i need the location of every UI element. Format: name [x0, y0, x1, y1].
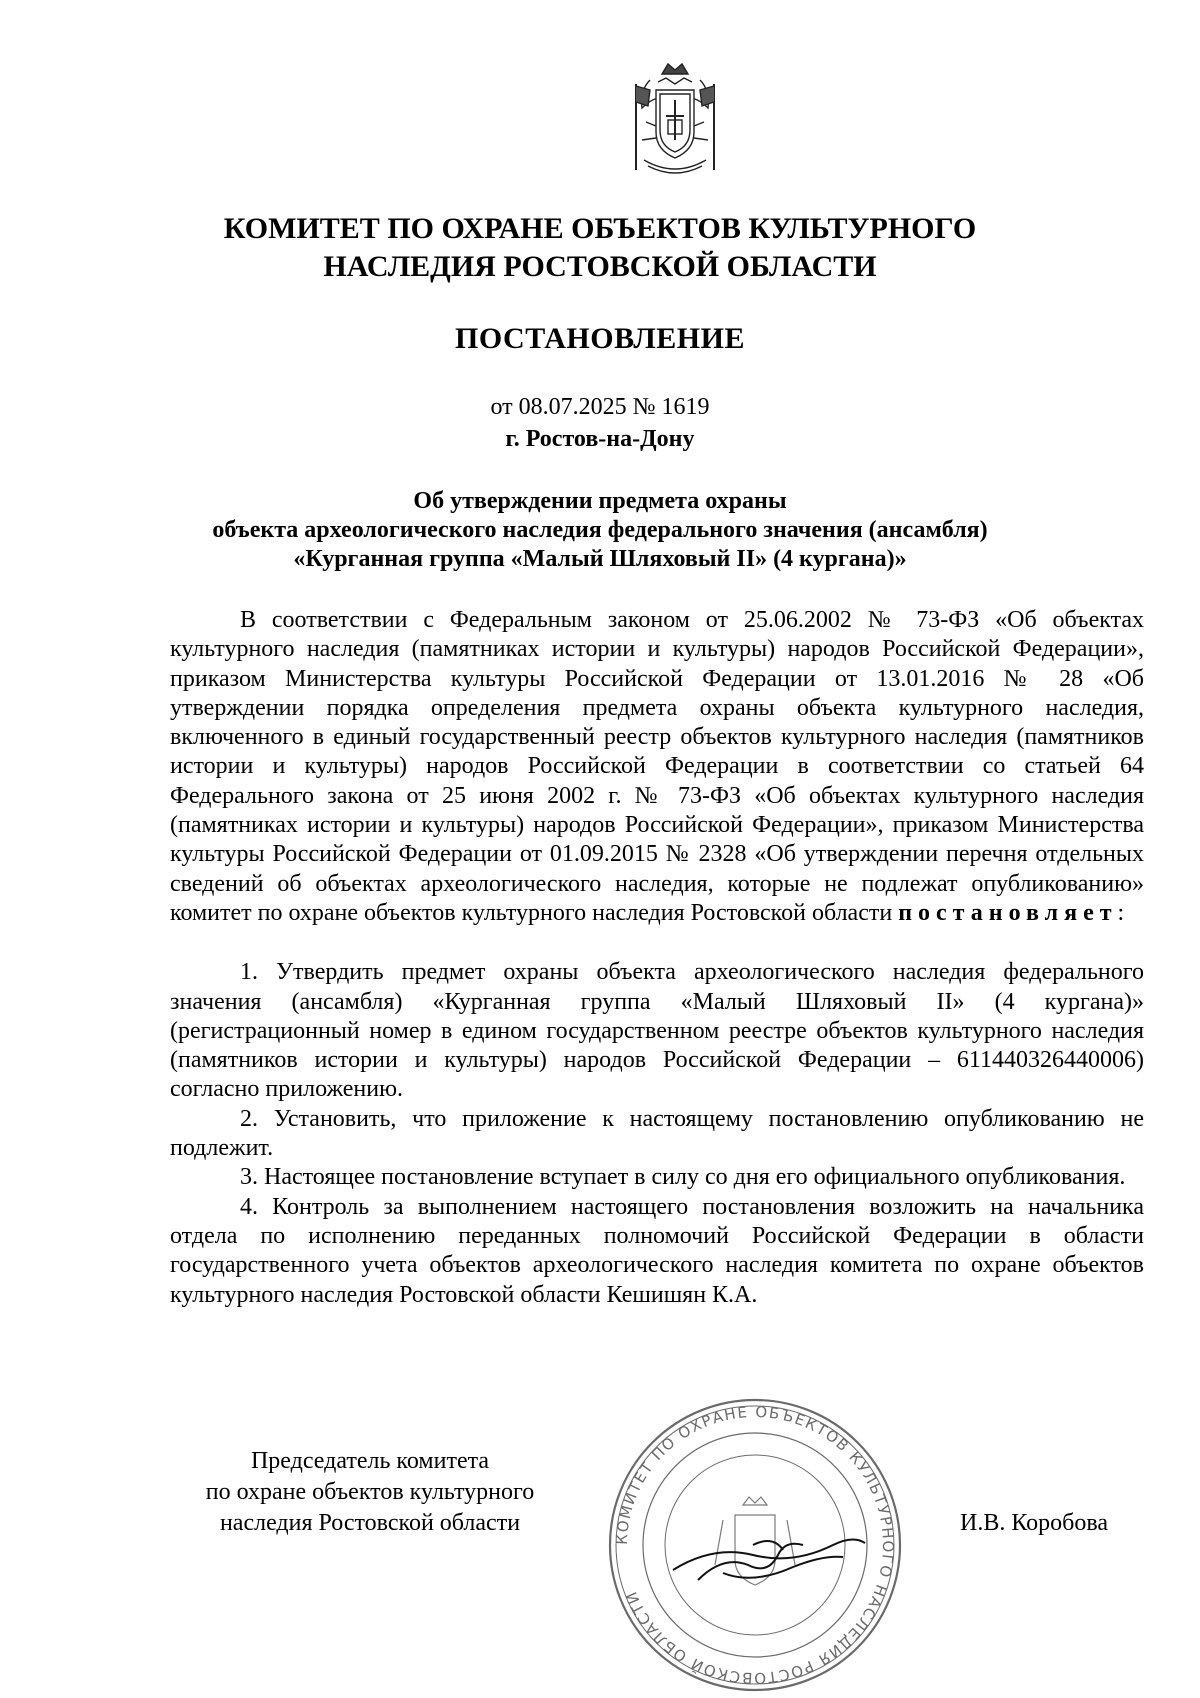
org-line-1: КОМИТЕТ ПО ОХРАНЕ ОБЪЕКТОВ КУЛЬТУРНОГО	[223, 212, 977, 245]
seal-text: КОМИТЕТ ПО ОХРАНЕ ОБЪЕКТОВ КУЛЬТУРНОГО НАСЛЕДИЯ РОСТОВСКОЙ ОБЛАСТИ	[612, 1402, 898, 1688]
handwritten-signature-icon	[673, 1539, 865, 1580]
subject-line-1: Об утверждении предмета охраны	[413, 488, 787, 514]
preamble-tail: :	[1117, 899, 1125, 926]
item-3: 3. Настоящее постановление вступает в силу со дня его официального опубликования.	[240, 1164, 1126, 1191]
document-type: ПОСТАНОВЛЕНИЕ	[455, 322, 745, 355]
document-body	[170, 606, 1144, 1310]
resolves-word: постановляет	[898, 899, 1118, 926]
position-line-1: Председатель комитета	[250, 1448, 490, 1474]
subject-line-2: объекта археологического наследия федерального значения (ансамбля)	[212, 517, 988, 543]
signatory-position	[165, 1446, 575, 1539]
organization-name	[100, 210, 1100, 286]
preamble-paragraph	[170, 606, 1144, 928]
org-line-2: НАСЛЕДИЯ РОСТОВСКОЙ ОБЛАСТИ	[323, 250, 877, 283]
official-round-seal-icon	[603, 1395, 908, 1695]
preamble-text: В соответствии с Федеральным законом от 25.06.2002 № 73-ФЗ «Об объектах культурного наследия (памятниках истории и культуры) народов Российской Федерации», приказом Министерства культуры Российской Федерации от 13.01.2016 № 28 «Об утверждении порядка определения предмета охраны объекта культурного наследия, включенного в единый государственный реестр объектов культурного наследия (памятников истории и культуры) народов Российской Федерации в соответствии со статьей 64 Федерального закона от 25 июня 2002 г. № 73-ФЗ «Об объектах культурного наследия (памятниках истории и культуры) народов Российской Федерации», приказом Министерства культуры Российской Федерации от 01.09.2015 № 2328 «Об утверждении перечня отдельных сведений об объектах археологического наследия, которые не подлежат опубликованию» комитет по охране объектов культурного наследия Ростовской области	[170, 607, 1144, 926]
document-subject	[170, 487, 1030, 574]
rostov-oblast-coat-of-arms-icon	[620, 60, 730, 180]
position-line-2: по охране объектов культурного	[205, 1479, 535, 1505]
position-line-3: наследия Ростовской области	[219, 1510, 521, 1536]
item-2: 2. Установить, что приложение к настоящему постановлению опубликованию не подлежит.	[170, 1105, 1144, 1162]
subject-line-3: «Курганная группа «Малый Шляховый II» (4 кургана)»	[293, 546, 907, 572]
signatory-name: И.В. Коробова	[960, 1510, 1109, 1536]
item-1: 1. Утвердить предмет охраны объекта археологического наследия федерального значения (ансамбля) «Курганная группа «Малый Шляховый II» (4 кургана)» (регистрационный номер в едином государственном реестре объектов культурного наследия (памятников истории и культуры) народов Российской Федерации – 611440326440006) согласно приложению.	[170, 959, 1144, 1103]
document-date-number: от 08.07.2025 № 1619	[490, 394, 710, 420]
item-4: 4. Контроль за выполнением настоящего постановления возложить на начальника отдела по исполнению переданных полномочий Российской Федерации в области государственного учета объектов археологического наследия комитета по охране объектов культурного наследия Ростовской области Кешишян К.А.	[170, 1193, 1144, 1308]
document-city: г. Ростов-на-Дону	[505, 426, 695, 452]
